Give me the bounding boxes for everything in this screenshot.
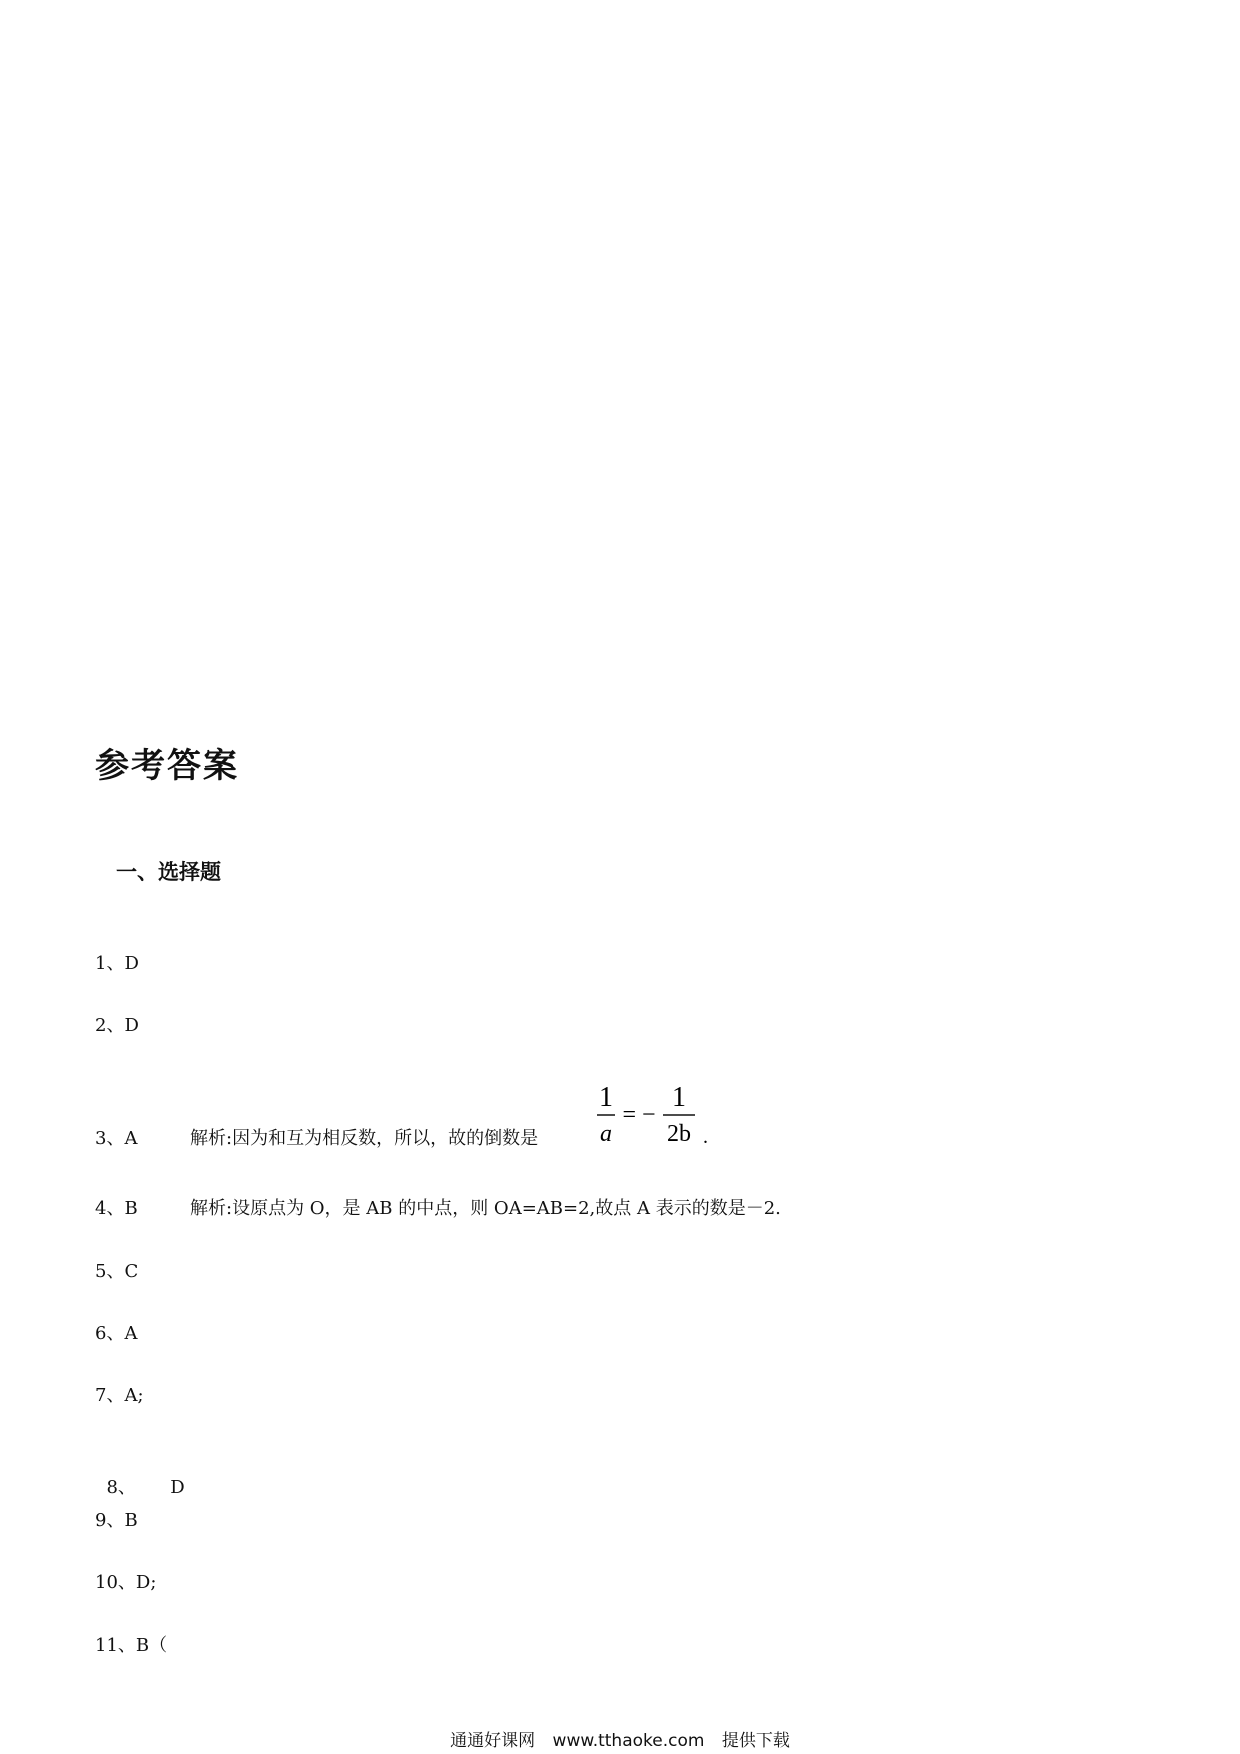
answer-label: 4、B <box>95 1198 138 1219</box>
formula-denominator-left: a <box>600 1121 612 1147</box>
page-title: 参考答案 <box>95 746 239 786</box>
answer-item <box>95 1506 138 1536</box>
answer-item <box>95 1381 144 1411</box>
answer-label: 1、D <box>95 953 139 974</box>
section-title: 一、选择题 <box>116 860 221 884</box>
answer-label: 6、A <box>95 1323 138 1344</box>
page-footer <box>0 1726 1240 1751</box>
answer-item <box>95 949 139 979</box>
answer-label: 7、A; <box>95 1385 144 1406</box>
answer-item <box>95 1319 137 1349</box>
footer-url: www.tthaoke.com <box>552 1731 705 1751</box>
answer-item <box>95 1443 185 1498</box>
answer-label: 3、A <box>95 1128 138 1149</box>
fraction-formula <box>597 1077 712 1157</box>
answer-item <box>95 1194 781 1224</box>
answer-label: 5、C <box>95 1261 139 1282</box>
formula-period: . <box>703 1126 708 1148</box>
answer-label: 2、D <box>95 1015 139 1036</box>
answer-label: 11、B（ <box>95 1635 168 1656</box>
formula-numerator-right: 1 <box>672 1082 686 1113</box>
answer-item <box>95 1568 156 1598</box>
answer-item <box>95 1011 139 1041</box>
answer-explanation: 解析:设原点为 O，是 AB 的中点，则 OA=AB=2,故点 A 表示的数是－2. <box>190 1198 781 1219</box>
answer-label: 10、D; <box>95 1572 157 1593</box>
answer-item <box>95 1082 708 1154</box>
footer-suffix: 提供下载 <box>721 1731 790 1751</box>
answer-item <box>95 1631 167 1661</box>
formula-operator: = − <box>622 1102 656 1128</box>
answer-label: 9、B <box>95 1510 138 1531</box>
formula-denominator-right: 2b <box>667 1121 691 1147</box>
answer-item <box>95 1257 138 1287</box>
answer-explanation: 解析:因为和互为相反数，所以，故的倒数是 <box>190 1128 539 1149</box>
answer-label: 8、 D <box>106 1477 185 1498</box>
footer-site-name: 通通好课网 <box>450 1731 536 1751</box>
formula-numerator-left: 1 <box>599 1082 613 1113</box>
formula <box>597 1077 712 1164</box>
